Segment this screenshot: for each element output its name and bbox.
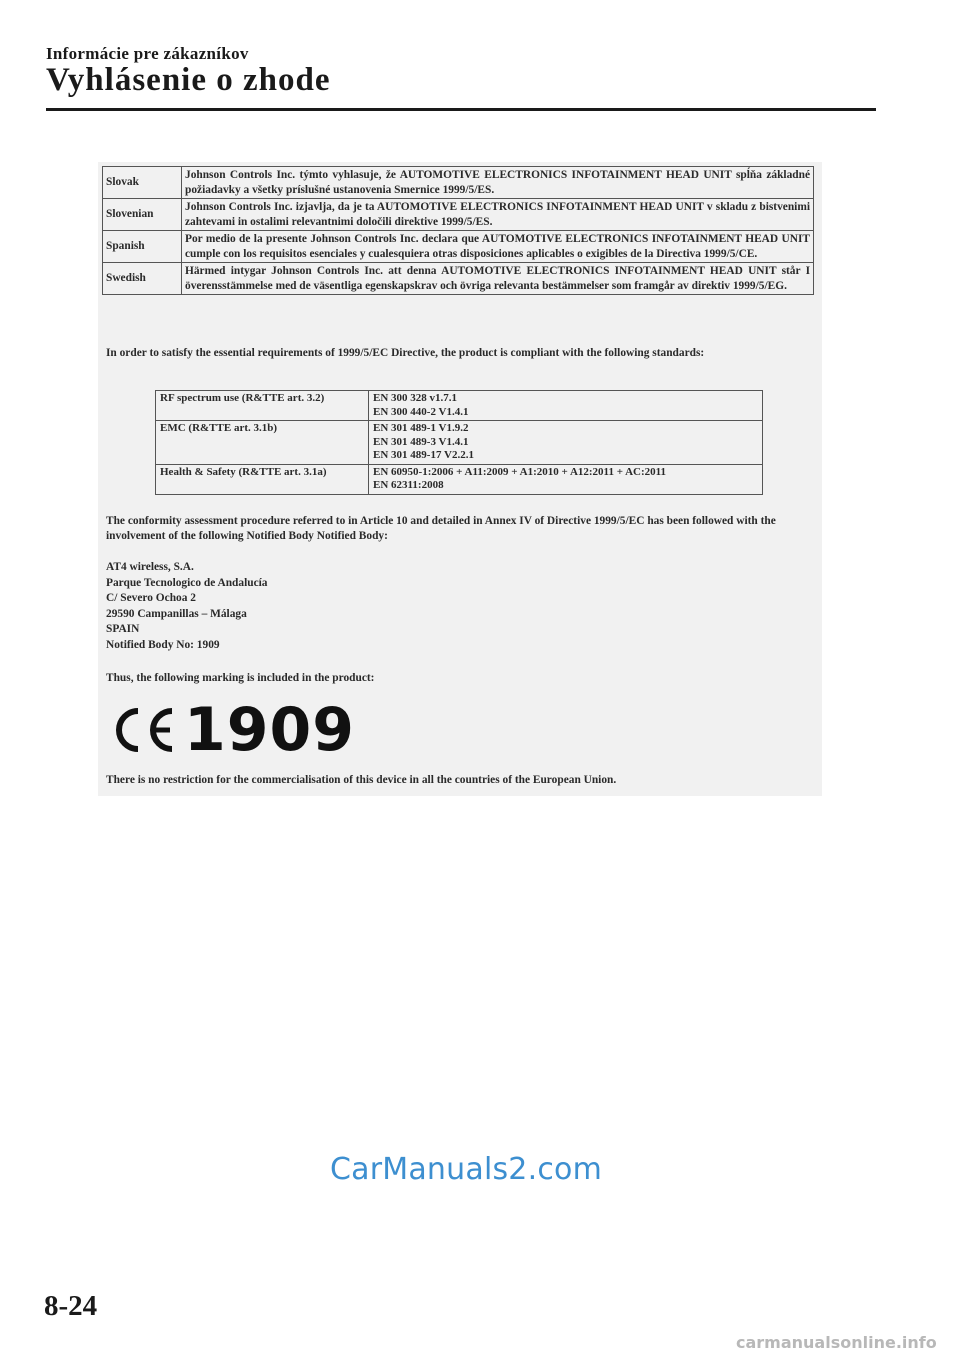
standard-line: EN 60950-1:2006 + A11:2009 + A1:2010 + A12:2011 + AC:2011 xyxy=(373,465,667,478)
standards-cell xyxy=(369,391,763,421)
address-line: SPAIN xyxy=(106,623,140,636)
standard-line: EN 62311:2008 xyxy=(373,479,444,491)
language-declaration-table xyxy=(102,166,814,295)
compliance-intro: In order to satisfy the essential requirements of 1999/5/EC Directive, the product is compliant with the following standards: xyxy=(106,347,705,359)
marking-paragraph: Thus, the following marking is included in the product: xyxy=(106,672,375,684)
article-cell: Health & Safety (R&TTE art. 3.1a) xyxy=(156,464,369,494)
declaration-cell: Johnson Controls Inc. izjavlja, da je ta AUTOMOTIVE ELECTRONICS INFOTAINMENT HEAD UNIT v skladu z bistvenimi zahtevami in ostalimi relevantnimi določili direktive 1999/5/ES. xyxy=(182,199,814,231)
standard-line: EN 301 489-1 V1.9.2 xyxy=(373,422,469,434)
article-cell: RF spectrum use (R&TTE art. 3.2) xyxy=(156,391,369,421)
address-line: AT4 wireless, S.A. xyxy=(106,561,194,573)
declaration-cell: Johnson Controls Inc. týmto vyhlasuje, že AUTOMOTIVE ELECTRONICS INFOTAINMENT HEAD UNIT spĺňa základné požiadavky a všetky príslušné ustanovenia Smernice 1999/5/ES. xyxy=(182,167,814,199)
notified-body-address xyxy=(106,560,812,654)
table-row xyxy=(156,421,763,465)
page-title: Vyhlásenie o zhode xyxy=(46,62,331,98)
restriction-paragraph: There is no restriction for the commercialisation of this device in all the countries of the European Union. xyxy=(106,774,617,786)
page-number: 8-24 xyxy=(44,1290,98,1322)
table-row xyxy=(156,391,763,421)
table-row xyxy=(103,167,814,199)
standards-cell xyxy=(369,464,763,494)
section-label: Informácie pre zákazníkov xyxy=(46,44,249,63)
language-cell: Slovak xyxy=(103,167,182,199)
declaration-cell: Por medio de la presente Johnson Controls Inc. declara que AUTOMOTIVE ELECTRONICS INFOTAINMENT HEAD UNIT cumple con los requisitos esenciales y cualesquiera otras disposiciones aplicables o exigibles de la Directiva 1999/5/CE. xyxy=(182,231,814,263)
table-row xyxy=(156,464,763,494)
title-divider xyxy=(46,108,876,111)
standards-cell xyxy=(369,421,763,465)
declaration-document xyxy=(98,162,822,796)
table-row xyxy=(103,199,814,231)
ce-logo-icon xyxy=(108,705,178,755)
language-cell: Spanish xyxy=(103,231,182,263)
language-cell: Slovenian xyxy=(103,199,182,231)
ce-mark xyxy=(108,695,355,765)
language-cell: Swedish xyxy=(103,263,182,295)
address-line: C/ Severo Ochoa 2 xyxy=(106,592,196,605)
declaration-cell: Härmed intygar Johnson Controls Inc. att denna AUTOMOTIVE ELECTRONICS INFOTAINMENT HEAD UNIT står I överensstämmelse med de väsentliga egenskapskrav och övriga relevanta bestämmelser som framgår av direktiv 1999/5/EG. xyxy=(182,263,814,295)
standards-table xyxy=(155,390,763,495)
address-line: Parque Tecnologico de Andalucía xyxy=(106,576,268,589)
table-row xyxy=(103,231,814,263)
footer-site-text: carmanualsonline.info xyxy=(736,1333,937,1352)
standard-line: EN 301 489-17 V2.2.1 xyxy=(373,449,474,461)
table-row xyxy=(103,263,814,295)
article-cell: EMC (R&TTE art. 3.1b) xyxy=(156,421,369,465)
standard-line: EN 301 489-3 V1.4.1 xyxy=(373,435,469,448)
standard-line: EN 300 440-2 V1.4.1 xyxy=(373,405,469,418)
standard-line: EN 300 328 v1.7.1 xyxy=(373,392,458,404)
address-line: 29590 Campanillas – Málaga xyxy=(106,607,247,620)
address-line: Notified Body No: 1909 xyxy=(106,638,220,651)
assessment-paragraph: The conformity assessment procedure referred to in Article 10 and detailed in Annex IV of Directive 1999/5/EC has been followed with the involvement of the following Notified Body Notified Body: xyxy=(106,515,776,542)
watermark: CarManuals2.com xyxy=(330,1152,603,1187)
notified-body-number: 1909 xyxy=(184,695,355,765)
